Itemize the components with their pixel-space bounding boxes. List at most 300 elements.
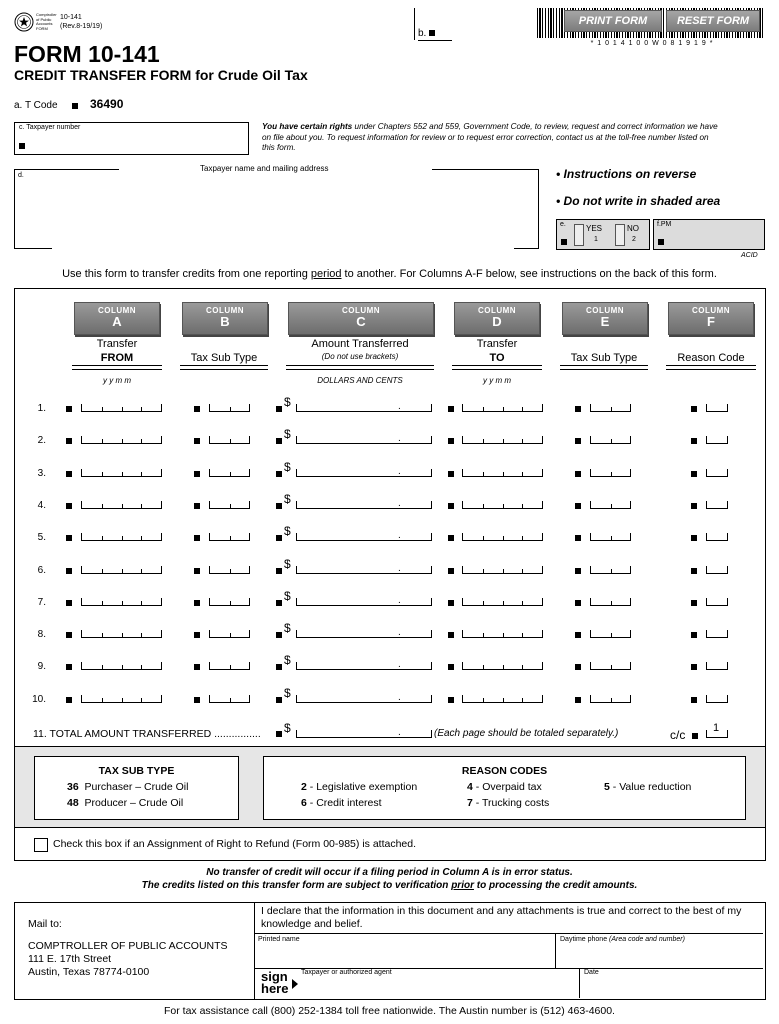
tax-sub-type-from-field[interactable] (209, 630, 250, 638)
row-marker (276, 406, 282, 412)
transfer-from-field[interactable] (81, 501, 162, 509)
agency-name: Comptroller of Public Accounts FORM (36, 12, 57, 31)
tick-mark (611, 536, 612, 540)
tick-mark (230, 472, 231, 476)
transfer-from-field[interactable] (81, 436, 162, 444)
amount-field[interactable] (296, 533, 432, 541)
row-marker (691, 697, 697, 703)
row-marker (575, 697, 581, 703)
column-c-header: COLUMN C (288, 302, 434, 335)
tick-mark (522, 536, 523, 540)
row-number: 9. (37, 661, 46, 672)
row-marker (575, 503, 581, 509)
row-marker (575, 568, 581, 574)
barcode-text: * 1 0 1 4 1 0 0 W 0 8 1 9 1 9 * (590, 40, 714, 47)
transfer-from-field[interactable] (81, 695, 162, 703)
row-number: 5. (37, 532, 46, 543)
tick-mark (141, 601, 142, 605)
row-marker (575, 535, 581, 541)
row-marker (194, 535, 200, 541)
comptroller-seal-icon (14, 12, 34, 37)
dollar-sign: $ (284, 621, 291, 635)
agent-signature-field[interactable]: Taxpayer or authorized agent (298, 968, 580, 998)
transfer-to-field[interactable] (462, 566, 543, 574)
date-field[interactable]: Date (584, 969, 599, 976)
tick-mark (102, 601, 103, 605)
row-marker (194, 664, 200, 670)
tick-mark (102, 472, 103, 476)
tick-mark (522, 601, 523, 605)
row-marker (691, 664, 697, 670)
taxpayer-number-field[interactable]: c. Taxpayer number (14, 122, 249, 155)
tax-sub-type-to-field[interactable] (590, 598, 631, 606)
tax-sub-type-from-field[interactable] (209, 533, 250, 541)
b-field-divider (414, 8, 415, 40)
decimal-point: . (398, 563, 401, 574)
tick-mark (611, 633, 612, 637)
tick-mark (503, 698, 504, 702)
tick-mark (522, 633, 523, 637)
row-marker (276, 568, 282, 574)
tick-mark (141, 569, 142, 573)
tick-mark (611, 439, 612, 443)
amount-field[interactable] (296, 404, 432, 412)
decimal-point: . (398, 401, 401, 412)
reason-code-field[interactable] (706, 469, 728, 477)
tax-sub-type-from-field[interactable] (209, 566, 250, 574)
tick-mark (503, 665, 504, 669)
tax-sub-type-to-field[interactable] (590, 695, 631, 703)
tick-mark (522, 407, 523, 411)
reason-code-field[interactable] (706, 598, 728, 606)
tick-mark (483, 601, 484, 605)
tick-mark (522, 439, 523, 443)
row-marker (194, 697, 200, 703)
b-field[interactable]: b. (418, 28, 435, 39)
column-e-header: COLUMN E (562, 302, 648, 335)
row-marker (575, 438, 581, 444)
tick-mark (522, 569, 523, 573)
phone-field[interactable]: Daytime phone (Area code and number) (556, 933, 763, 969)
row-marker (448, 503, 454, 509)
row-number: 2. (37, 435, 46, 446)
row-marker (448, 632, 454, 638)
transfer-from-field[interactable] (81, 533, 162, 541)
column-d-line1: Transfer (476, 338, 518, 350)
dollar-sign: $ (284, 589, 291, 603)
column-f-rule (666, 365, 756, 370)
mail-address: COMPTROLLER OF PUBLIC ACCOUNTS 111 E. 17th Street Austin, Texas 78774-0100 (28, 940, 228, 978)
tax-sub-type-to-field[interactable] (590, 404, 631, 412)
column-b-header: COLUMN B (182, 302, 268, 335)
tick-mark (141, 536, 142, 540)
tick-mark (503, 407, 504, 411)
row-marker (448, 697, 454, 703)
tick-mark (483, 407, 484, 411)
row-marker (575, 632, 581, 638)
tick-mark (503, 601, 504, 605)
reason-code-field[interactable] (706, 662, 728, 670)
tcode-value: 36490 (90, 97, 124, 111)
row-marker (276, 664, 282, 670)
row-marker (276, 503, 282, 509)
row-marker (276, 471, 282, 477)
row-marker (66, 471, 72, 477)
decimal-point: . (398, 433, 401, 444)
tick-mark (503, 536, 504, 540)
row-number: 8. (37, 629, 46, 640)
amount-field[interactable] (296, 566, 432, 574)
row-marker (575, 664, 581, 670)
tick-mark (102, 536, 103, 540)
tick-mark (611, 698, 612, 702)
row-marker (691, 503, 697, 509)
tick-mark (122, 439, 123, 443)
shaded-e-field: e. YES 1 NO 2 (556, 219, 650, 250)
tick-mark (122, 698, 123, 702)
transfer-from-field[interactable] (81, 469, 162, 477)
transfer-from-field[interactable] (81, 404, 162, 412)
dollar-sign: $ (284, 524, 291, 538)
tick-mark (483, 439, 484, 443)
address-label: Taxpayer name and mailing address (200, 164, 329, 173)
row-marker (691, 568, 697, 574)
row-marker (66, 697, 72, 703)
decimal-point: . (398, 466, 401, 477)
amount-field[interactable] (296, 598, 432, 606)
tick-mark (102, 633, 103, 637)
dollar-sign: $ (284, 492, 291, 506)
reason-code-field[interactable] (706, 404, 728, 412)
reason-code-field[interactable] (706, 695, 728, 703)
tax-sub-type-to-field[interactable] (590, 436, 631, 444)
tick-mark (141, 633, 142, 637)
transfer-to-field[interactable] (462, 662, 543, 670)
row-number: 6. (37, 565, 46, 576)
reason-code-field[interactable] (706, 533, 728, 541)
row-marker (448, 600, 454, 606)
transfer-to-field[interactable] (462, 695, 543, 703)
sign-arrow-icon (292, 979, 298, 989)
shaded-fpm-field: f.PM (653, 219, 765, 250)
tick-mark (611, 504, 612, 508)
tax-sub-type-box: TAX SUB TYPE 36 Purchaser – Crude Oil 48 Producer – Crude Oil (34, 756, 239, 820)
column-d-hint: y y m m (483, 376, 511, 385)
tick-mark (483, 698, 484, 702)
tick-mark (611, 407, 612, 411)
reason-code-field[interactable] (706, 630, 728, 638)
row-marker (66, 632, 72, 638)
row-marker (448, 438, 454, 444)
form-title: FORM 10-141 (14, 41, 160, 67)
tick-mark (503, 439, 504, 443)
tax-sub-type-to-field[interactable] (590, 533, 631, 541)
row-marker (66, 438, 72, 444)
row-marker (575, 471, 581, 477)
row-marker (691, 438, 697, 444)
row-marker (691, 632, 697, 638)
tick-mark (141, 504, 142, 508)
column-d-header: COLUMN D (454, 302, 540, 335)
column-f-header: COLUMN F (668, 302, 754, 335)
column-c-line2: (Do not use brackets) (321, 352, 399, 361)
tick-mark (122, 665, 123, 669)
row-marker (194, 632, 200, 638)
amount-field[interactable] (296, 662, 432, 670)
printed-name-field[interactable]: Printed name (255, 933, 556, 969)
row-marker (276, 600, 282, 606)
tick-mark (122, 601, 123, 605)
row-marker (66, 503, 72, 509)
tick-mark (122, 407, 123, 411)
transfer-to-field[interactable] (462, 630, 543, 638)
tick-mark (503, 504, 504, 508)
row-marker (66, 535, 72, 541)
cc-marker (692, 733, 698, 739)
transfer-to-field[interactable] (462, 533, 543, 541)
column-b-rule (180, 365, 268, 370)
transfer-to-field[interactable] (462, 598, 543, 606)
total-marker (276, 731, 282, 737)
tick-mark (230, 569, 231, 573)
tax-sub-type-from-field[interactable] (209, 695, 250, 703)
column-a-hint: y y m m (103, 376, 131, 385)
row-marker (691, 471, 697, 477)
tax-sub-type-from-field[interactable] (209, 598, 250, 606)
row-marker (575, 600, 581, 606)
transfer-from-field[interactable] (81, 662, 162, 670)
row-marker (448, 471, 454, 477)
tick-mark (503, 633, 504, 637)
tick-mark (141, 665, 142, 669)
tax-sub-type-from-field[interactable] (209, 404, 250, 412)
cc-value: 1 (713, 722, 720, 734)
tick-mark (611, 472, 612, 476)
tick-mark (483, 569, 484, 573)
decimal-point: . (398, 595, 401, 606)
transfer-to-field[interactable] (462, 404, 543, 412)
tax-sub-type-from-field[interactable] (209, 662, 250, 670)
row-marker (66, 568, 72, 574)
row-marker (276, 438, 282, 444)
reason-code-field[interactable] (706, 436, 728, 444)
tick-mark (141, 407, 142, 411)
footer-text: For tax assistance call (800) 252-1384 toll free nationwide. The Austin number is (512) 463-4600. (164, 1005, 615, 1017)
instructions-reverse: • Instructions on reverse (556, 167, 697, 181)
column-f-line2: Reason Code (677, 352, 745, 364)
column-c-line1: Amount Transferred (311, 338, 409, 350)
tick-mark (611, 665, 612, 669)
declaration-text: I declare that the information in this document and any attachments is true and correct to the best of my knowledge and belief. (261, 905, 742, 930)
tcode-marker (72, 103, 78, 109)
tick-mark (483, 504, 484, 508)
mail-to-label: Mail to: (28, 918, 62, 930)
dollar-sign: $ (284, 557, 291, 571)
tick-mark (102, 665, 103, 669)
tax-sub-type-from-field[interactable] (209, 436, 250, 444)
assignment-checkbox-label: Check this box if an Assignment of Right to Refund (Form 00-985) is attached. (53, 838, 417, 850)
amount-field[interactable] (296, 630, 432, 638)
tick-mark (522, 665, 523, 669)
row-marker (448, 664, 454, 670)
rights-notice: You have certain rights under Chapters 552 and 559, Government Code, to review, request and correct information we have on file about you. To request information for review or to request error correction, contact us at the toll-free number listed on this form. (262, 122, 718, 152)
tick-mark (483, 536, 484, 540)
total-amount-field[interactable] (296, 730, 432, 738)
transfer-to-field[interactable] (462, 501, 543, 509)
b-field-underline (418, 40, 452, 41)
tick-mark (522, 472, 523, 476)
acid-label: ACID (741, 252, 758, 259)
tick-mark (102, 439, 103, 443)
intro-text: Use this form to transfer credits from one reporting period to another. For Columns A-F below, see instructions on the back of this form. (62, 268, 717, 280)
total-note: (Each page should be totaled separately.) (434, 728, 619, 739)
row-marker (448, 406, 454, 412)
decimal-point: . (398, 627, 401, 638)
address-field[interactable]: d. (14, 169, 539, 249)
tax-sub-type-to-field[interactable] (590, 501, 631, 509)
tick-mark (141, 698, 142, 702)
column-d-rule (452, 365, 542, 370)
dollar-sign: $ (284, 427, 291, 441)
tick-mark (483, 665, 484, 669)
tick-mark (230, 698, 231, 702)
row-marker (194, 438, 200, 444)
tick-mark (122, 633, 123, 637)
tick-mark (122, 504, 123, 508)
row-number: 1. (37, 403, 46, 414)
tick-mark (122, 472, 123, 476)
total-dollar-sign: $ (284, 721, 291, 735)
tick-mark (483, 472, 484, 476)
dollar-sign: $ (284, 460, 291, 474)
row-marker (276, 697, 282, 703)
tick-mark (483, 633, 484, 637)
sign-here-label: sign here (261, 969, 289, 996)
dollar-sign: $ (284, 395, 291, 409)
tick-mark (503, 472, 504, 476)
transfer-to-field[interactable] (462, 436, 543, 444)
column-d-line2: TO (489, 352, 505, 364)
row-marker (66, 406, 72, 412)
tax-sub-type-to-field[interactable] (590, 662, 631, 670)
notice-line-2: The credits listed on this transfer form are subject to verification prior to processing the credit amounts. (141, 880, 638, 891)
tick-mark (230, 665, 231, 669)
column-c-hint: DOLLARS AND CENTS (317, 376, 403, 385)
row-marker (448, 535, 454, 541)
tax-sub-type-from-field[interactable] (209, 469, 250, 477)
reason-code-field[interactable] (706, 566, 728, 574)
row-marker (276, 535, 282, 541)
row-number: 3. (37, 468, 46, 479)
column-a-rule (72, 365, 162, 370)
transfer-to-field[interactable] (462, 469, 543, 477)
column-a-header: COLUMN A (74, 302, 160, 335)
assignment-checkbox[interactable] (34, 838, 48, 852)
form-revision: (Rev.8-19/19) (60, 23, 103, 30)
decimal-point: . (398, 692, 401, 703)
tax-sub-type-to-field[interactable] (590, 630, 631, 638)
row-marker (66, 600, 72, 606)
tax-sub-type-from-field[interactable] (209, 501, 250, 509)
tick-mark (102, 504, 103, 508)
row-marker (194, 568, 200, 574)
tick-mark (230, 633, 231, 637)
amount-field[interactable] (296, 436, 432, 444)
reason-codes-box: REASON CODES 2 - Legislative exemption 6 - Credit interest 4 - Overpaid tax 7 - Trucking costs 5 - Value reduction (263, 756, 746, 820)
column-e-line2: Tax Sub Type (570, 352, 638, 364)
tick-mark (230, 504, 231, 508)
form-subtitle: CREDIT TRANSFER FORM for Crude Oil Tax (14, 67, 308, 83)
tick-mark (102, 407, 103, 411)
column-c-rule (286, 365, 434, 370)
row-number: 7. (37, 597, 46, 608)
transfer-from-field[interactable] (81, 630, 162, 638)
decimal-point: . (398, 498, 401, 509)
tick-mark (522, 698, 523, 702)
total-label: 11. TOTAL AMOUNT TRANSFERRED ................ (33, 728, 261, 740)
column-a-line1: Transfer (96, 338, 138, 350)
tick-mark (522, 504, 523, 508)
tick-mark (102, 698, 103, 702)
reason-code-field[interactable] (706, 501, 728, 509)
column-e-rule (560, 365, 648, 370)
tax-sub-type-to-field[interactable] (590, 566, 631, 574)
row-marker (194, 406, 200, 412)
tick-mark (611, 569, 612, 573)
amount-field[interactable] (296, 695, 432, 703)
row-marker (575, 406, 581, 412)
form-code-small: 10-141 (60, 14, 82, 21)
tick-mark (230, 407, 231, 411)
reset-form-button[interactable]: RESET FORM (666, 10, 760, 32)
tick-mark (503, 569, 504, 573)
row-marker (448, 568, 454, 574)
print-form-button[interactable]: PRINT FORM (564, 10, 662, 32)
decimal-point: . (398, 530, 401, 541)
row-marker (691, 535, 697, 541)
row-number: 4. (37, 500, 46, 511)
row-marker (276, 632, 282, 638)
tax-sub-type-to-field[interactable] (590, 469, 631, 477)
tick-mark (122, 569, 123, 573)
tcode-label: a. T Code (14, 100, 58, 111)
tick-mark (230, 601, 231, 605)
decimal-point: . (398, 659, 401, 670)
column-a-line2: FROM (100, 352, 134, 364)
tick-mark (141, 439, 142, 443)
row-marker (691, 600, 697, 606)
row-marker (194, 503, 200, 509)
tick-mark (122, 536, 123, 540)
notice-line-1: No transfer of credit will occur if a filing period in Column A is in error status. (206, 867, 573, 878)
do-not-write-notice: • Do not write in shaded area (556, 194, 721, 208)
row-marker (194, 471, 200, 477)
transfer-from-field[interactable] (81, 598, 162, 606)
tick-mark (230, 439, 231, 443)
row-number: 10. (32, 694, 46, 705)
dollar-sign: $ (284, 653, 291, 667)
dollar-sign: $ (284, 686, 291, 700)
transfer-from-field[interactable] (81, 566, 162, 574)
tick-mark (611, 601, 612, 605)
tick-mark (230, 536, 231, 540)
amount-field[interactable] (296, 469, 432, 477)
column-b-line2: Tax Sub Type (190, 352, 258, 364)
amount-field[interactable] (296, 501, 432, 509)
row-marker (194, 600, 200, 606)
tick-mark (141, 472, 142, 476)
row-marker (691, 406, 697, 412)
